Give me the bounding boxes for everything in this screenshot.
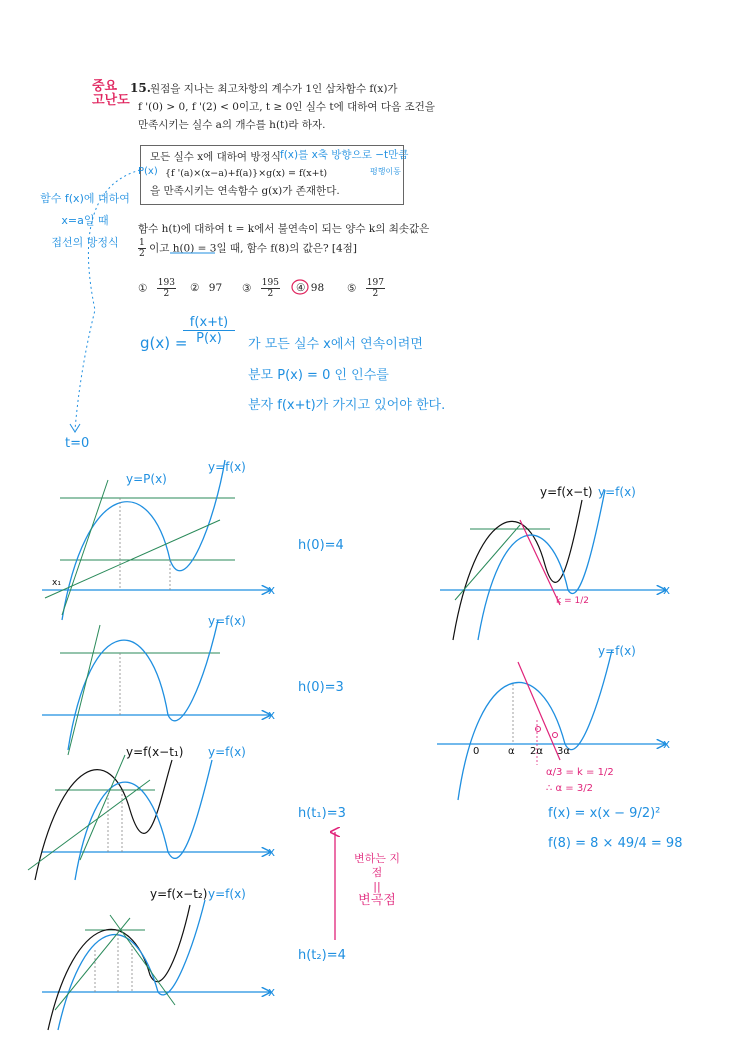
badge-line2: 고난도 (92, 93, 130, 108)
box-line1: 모든 실수 x에 대하여 방정식 (150, 151, 281, 163)
g4-tangent-1 (55, 918, 130, 1010)
g4-fx-label: y=f(x) (208, 887, 246, 901)
arrow-note2: || (373, 880, 381, 893)
g-lhs: g(x) = (140, 334, 188, 352)
g-line1: 가 모든 실수 x에서 연속이려면 (248, 337, 423, 352)
r2-3alpha-label: 3α (557, 746, 570, 757)
side-note1: 함수 f(x)에 대하여 (40, 192, 130, 205)
problem-line3: 만족시키는 실수 a의 개수를 h(t)라 하자. (138, 119, 326, 131)
choice-1[interactable]: ① $\frac{193}{2}$ (138, 278, 175, 299)
choice-2[interactable]: ② 97 (190, 282, 223, 294)
g-line3: 분자 f(x+t)가 가지고 있어야 한다. (248, 398, 446, 413)
solution-s1: α/3 = k = 1/2 (546, 767, 614, 778)
g3-shifted-cubic (35, 760, 172, 880)
choice-4[interactable]: ④ 98 (296, 282, 325, 294)
r2-axis-x: x (663, 737, 671, 751)
g2-tangent (68, 625, 100, 755)
box-line2: {f '(a)×(x−a)+f(a)}×g(x) = f(x+t) (165, 168, 328, 179)
t0-label: t=0 (65, 436, 90, 451)
g3-h-label: h(t₁)=3 (298, 806, 346, 821)
problem-number: 15. (130, 81, 151, 95)
r2-fx-label: y=f(x) (598, 644, 636, 658)
problem-line5: $\frac{1}{2}$ 이고 h(0) = 3일 때, 함수 f(8)의 값은? [4점] (139, 238, 357, 259)
side-note3: 접선의 방정식 (51, 236, 119, 249)
graph-4 (42, 900, 270, 1030)
g4-h-label: h(t₂)=4 (298, 948, 346, 963)
r1-axis-x: x (663, 583, 671, 597)
g4-axis-x: x (268, 985, 276, 999)
r1-k-label: k = 1/2 (556, 596, 589, 606)
arrow-note (350, 852, 404, 908)
g-den: P(x) (196, 331, 222, 346)
g4-cubic (58, 900, 205, 1030)
g1-fx-label: y=f(x) (208, 460, 246, 474)
g3-tangent-1 (28, 780, 150, 870)
solution-s3: f(x) = x(x − 9/2)² (548, 806, 661, 821)
answer-circle (292, 280, 308, 294)
g1-px-label: y=P(x) (126, 472, 167, 486)
r1-fx-label: y=f(x) (598, 485, 636, 499)
g1-x1-label: x₁ (52, 578, 61, 588)
badge-line1: 중요 (92, 79, 118, 94)
px-label: P(x) (138, 166, 158, 177)
arrow-note3: 변곡점 (358, 893, 396, 908)
dotted-guide-line (75, 170, 140, 430)
r1-shift-label: y=f(x−t) (540, 485, 593, 499)
g-line2: 분모 P(x) = 0 인 인수를 (248, 368, 389, 383)
solution-s2: ∴ α = 3/2 (546, 783, 593, 794)
g4-shift-label: y=f(x−t₂) (150, 887, 208, 901)
box-note-translate: 평행이동 (370, 167, 401, 176)
g1-tangent-steep (62, 480, 108, 615)
right-graph-1 (440, 490, 665, 640)
g3-shift-label: y=f(x−t₁) (126, 745, 184, 759)
g1-h-label: h(0)=4 (298, 538, 344, 553)
r2-marker-1 (536, 727, 541, 732)
g2-fx-label: y=f(x) (208, 614, 246, 628)
r2-alpha-label: α (508, 746, 515, 757)
r1-tangent-magenta (520, 520, 560, 605)
problem-line1: 원점을 지나는 최고차항의 계수가 1인 삼차함수 f(x)가 (150, 83, 398, 95)
graph-3 (28, 755, 270, 880)
problem-line2: f '(0) > 0, f '(2) < 0이고, t ≥ 0인 실수 t에 대하여 다음 조건을 (138, 101, 435, 113)
choice-5[interactable]: ⑤ $\frac{197}{2}$ (347, 278, 384, 299)
choice-3[interactable]: ③ $\frac{195}{2}$ (242, 278, 279, 299)
g2-h-label: h(0)=3 (298, 680, 344, 695)
g2-cubic (68, 620, 218, 750)
graph-2 (42, 620, 270, 755)
arrow-note1: 변하는 지점 (353, 852, 400, 879)
g3-axis-x: x (268, 845, 276, 859)
g2-axis-x: x (268, 708, 276, 722)
g1-axis-x: x (268, 583, 276, 597)
box-note-shift: f(x)를 x축 방향으로 −t만큼 (280, 149, 409, 161)
r1-tangent-green (455, 525, 520, 600)
solution-s4: f(8) = 8 × 49/4 = 98 (548, 836, 683, 851)
r2-marker-2 (553, 733, 558, 738)
side-note2: x=a일 때 (61, 214, 109, 227)
box-line3: 을 만족시키는 연속함수 g(x)가 존재한다. (150, 185, 340, 197)
problem-line4: 함수 h(t)에 대하여 t = k에서 불연속이 되는 양수 k의 최솟값은 (138, 223, 430, 235)
g-num: f(x+t) (183, 315, 235, 331)
r2-origin-label: 0 (473, 746, 480, 757)
half-fraction: $\frac{1}{2}$ (139, 238, 145, 259)
g4-shifted-cubic (48, 905, 190, 1030)
g3-fx-label: y=f(x) (208, 745, 246, 759)
r2-2alpha-label: 2α (530, 746, 543, 757)
